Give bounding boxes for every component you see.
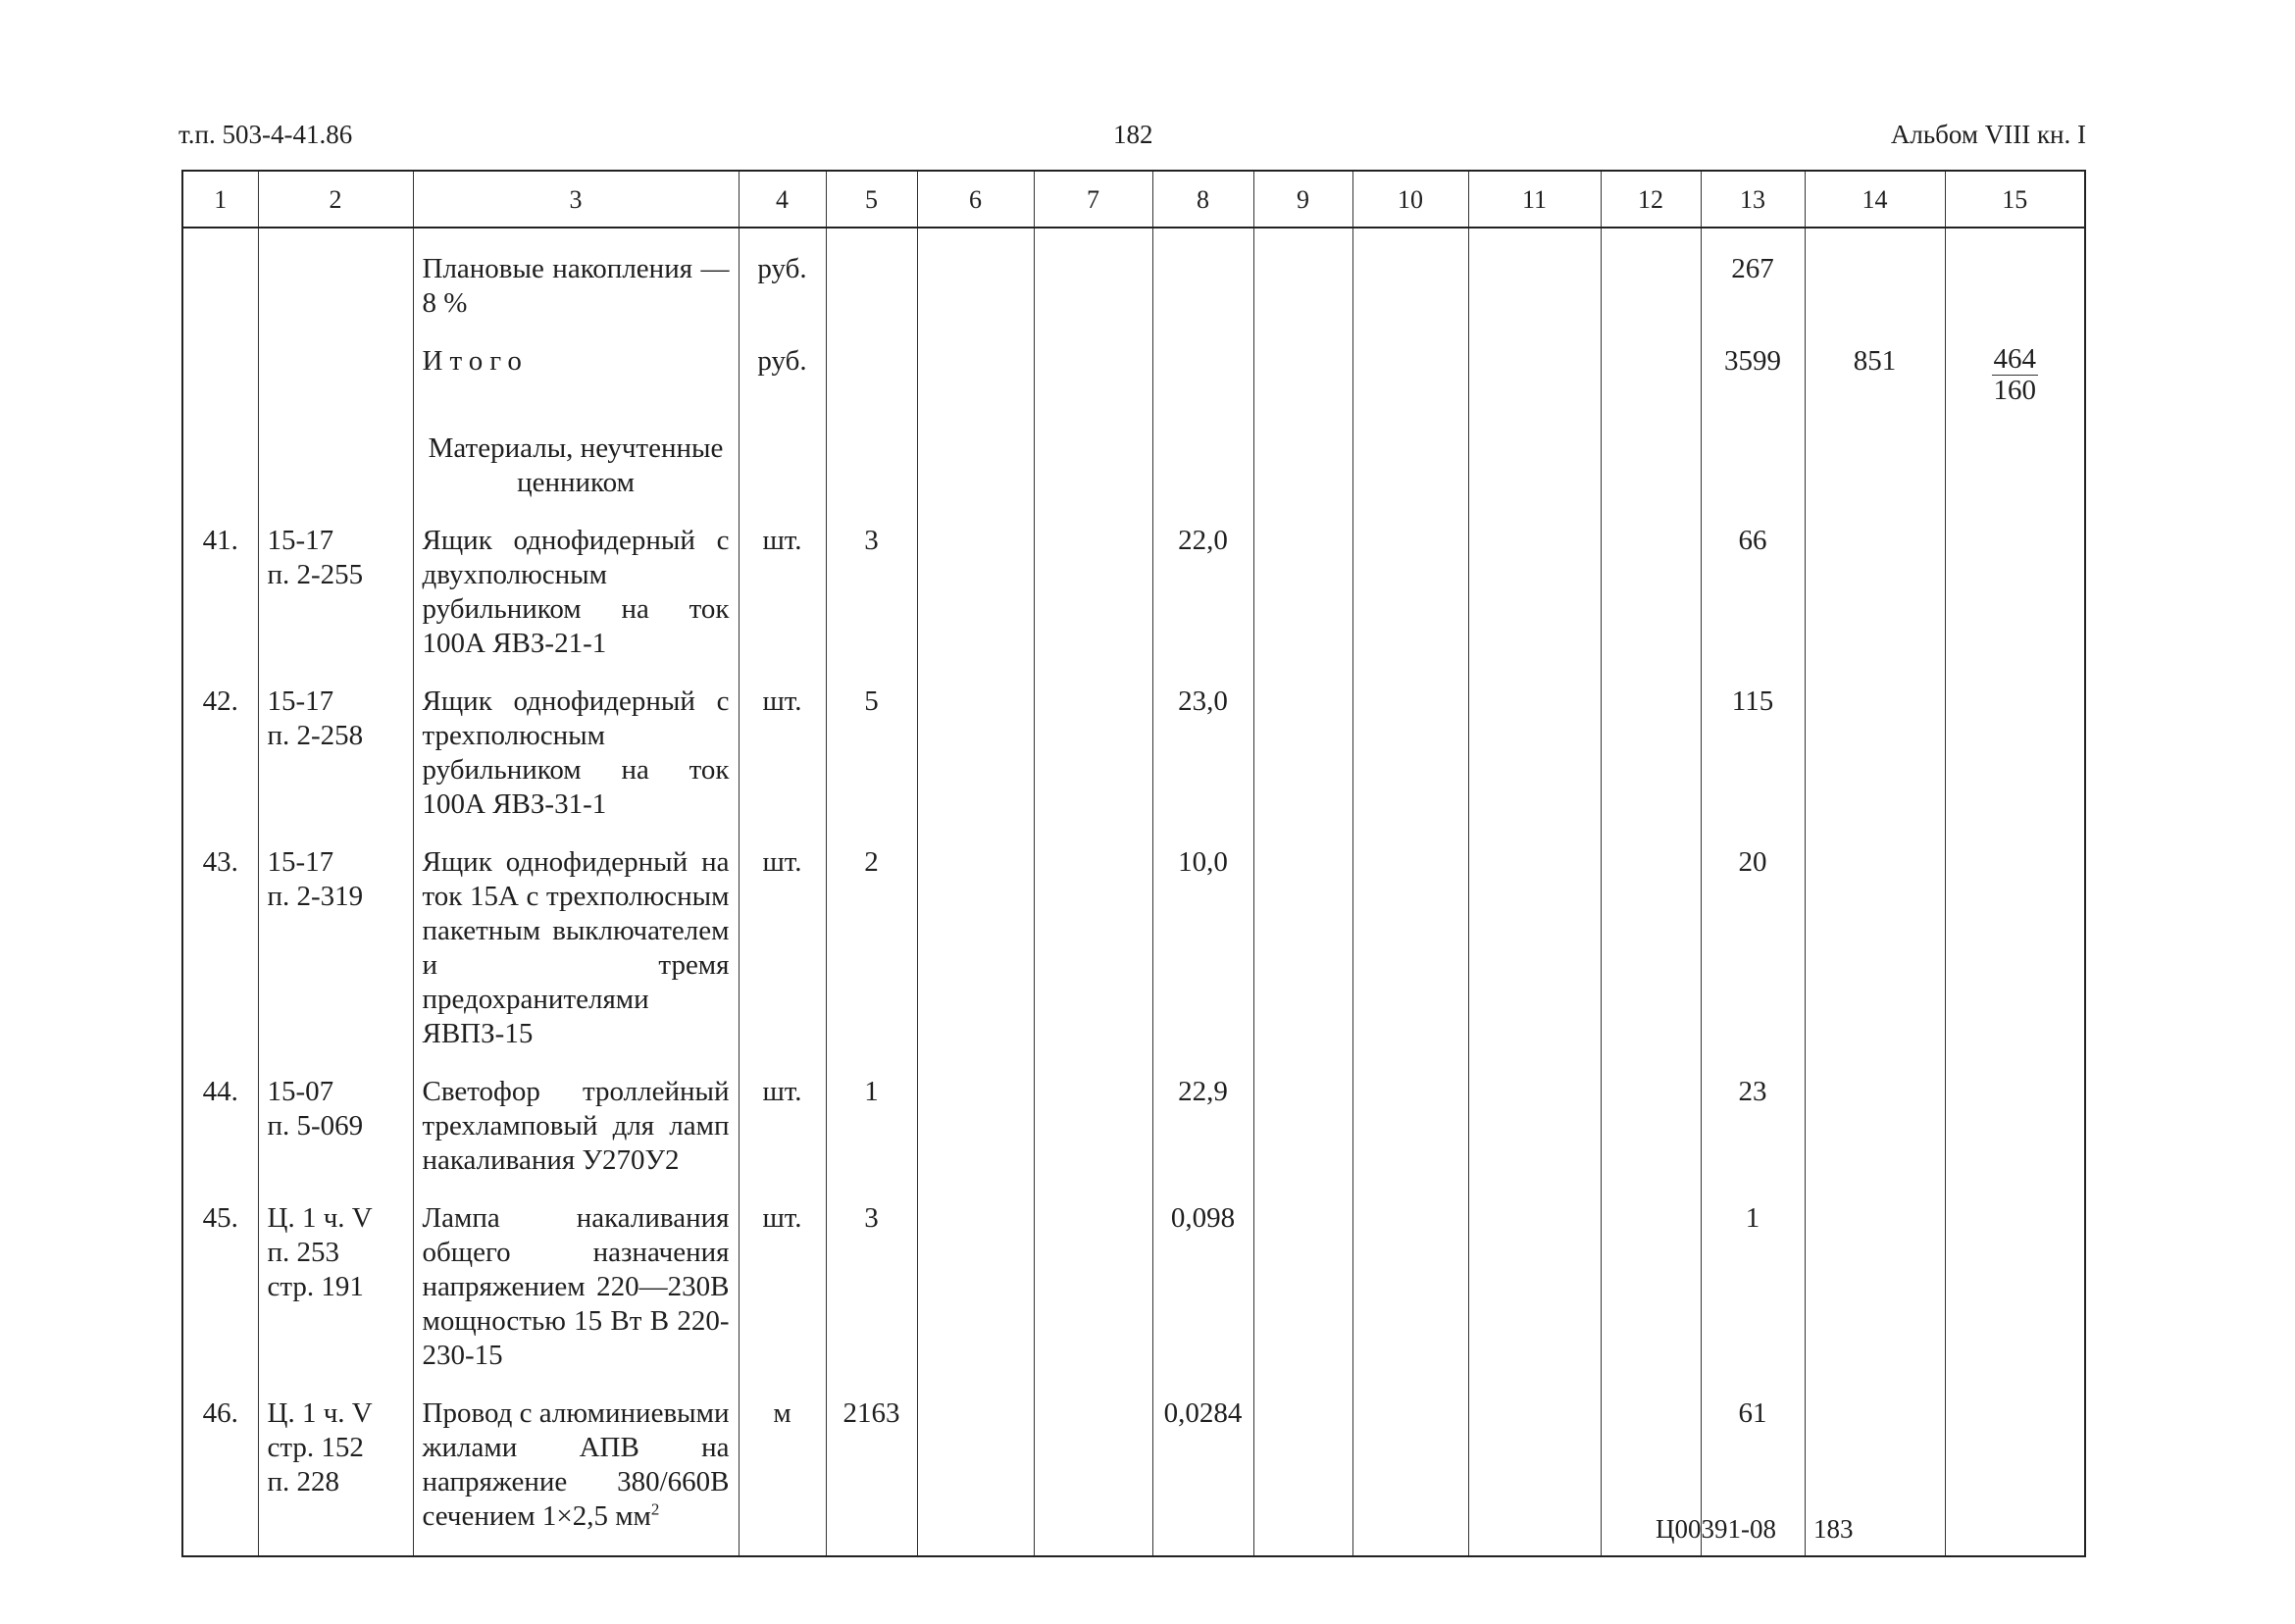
section-heading: Материалы, неучтенные ценником: [413, 422, 739, 514]
col-header: 5: [826, 171, 917, 228]
price-ref-line: 15-17: [267, 846, 334, 878]
price-ref-line: п. 2-319: [267, 881, 364, 912]
table-row: [182, 675, 2085, 836]
col-header: 1: [182, 171, 258, 228]
fraction-denominator: 160: [1993, 375, 2036, 406]
item-description-text: Провод с алюминиевыми жилами АПВ на напряжение 380/660В сечением 1×2,5 мм: [422, 1397, 730, 1532]
total-cost: 23: [1701, 1065, 1805, 1192]
header-right: Альбом VIII кн. I: [1890, 120, 2086, 149]
col-header: 11: [1468, 171, 1601, 228]
table-row: [182, 836, 2085, 1065]
item-description: [413, 1387, 739, 1556]
item-number: 45.: [182, 1192, 258, 1387]
footer: [1656, 1514, 1891, 1545]
total-label: Итого: [413, 334, 739, 422]
col-header: 3: [413, 171, 739, 228]
price-ref-line: Ц. 1 ч. V: [267, 1397, 373, 1429]
table-row: [182, 334, 2085, 422]
header-left: т.п. 503-4-41.86: [178, 120, 353, 149]
price-ref-line: 15-17: [267, 525, 334, 556]
col-header: 9: [1253, 171, 1352, 228]
total-cost: 1: [1701, 1192, 1805, 1387]
superscript: 2: [650, 1499, 660, 1519]
item-number: 44.: [182, 1065, 258, 1192]
price-ref-line: стр. 191: [267, 1271, 364, 1302]
price-ref-line: п. 2-255: [267, 559, 364, 590]
item-description: Ящик однофидерный с трехполюсным рубильником на ток 100А ЯВЗ-31-1: [413, 675, 739, 836]
page-number: 182: [1113, 120, 1153, 149]
total-cost: 3599: [1701, 334, 1805, 422]
quantity: 1: [826, 1065, 917, 1192]
quantity: 2: [826, 836, 917, 1065]
price-ref-line: стр. 152: [267, 1432, 364, 1463]
price-ref-line: 15-07: [267, 1076, 334, 1107]
col-header: 2: [258, 171, 413, 228]
col-header: 12: [1601, 171, 1701, 228]
table-row: [182, 1192, 2085, 1387]
unit-price: 10,0: [1152, 836, 1253, 1065]
price-ref-line: 15-17: [267, 685, 334, 717]
footer-page: 183: [1813, 1514, 1854, 1544]
unit: руб.: [739, 242, 826, 334]
col-header: 15: [1945, 171, 2085, 228]
item-number: 43.: [182, 836, 258, 1065]
unit: шт.: [739, 1192, 826, 1387]
footer-code: Ц00391-08: [1656, 1514, 1776, 1544]
unit-price: 22,9: [1152, 1065, 1253, 1192]
unit-price: 0,0284: [1152, 1387, 1253, 1556]
total-cost: 61: [1701, 1387, 1805, 1556]
fraction-numerator: 464: [1993, 343, 2036, 375]
col-header: 4: [739, 171, 826, 228]
item-description: Светофор троллейный трехламповый для ламп накаливания У270У2: [413, 1065, 739, 1192]
unit: шт.: [739, 514, 826, 675]
item-number: 46.: [182, 1387, 258, 1556]
total-cost: 20: [1701, 836, 1805, 1065]
col-header: 6: [917, 171, 1034, 228]
unit-price: 0,098: [1152, 1192, 1253, 1387]
col-header: 10: [1352, 171, 1468, 228]
price-ref-line: Ц. 1 ч. V: [267, 1202, 373, 1234]
quantity: 3: [826, 514, 917, 675]
col-header: 8: [1152, 171, 1253, 228]
col-header: 14: [1805, 171, 1945, 228]
table-row: [182, 422, 2085, 514]
total-cost: 115: [1701, 675, 1805, 836]
table-row: [182, 514, 2085, 675]
col-header: 13: [1701, 171, 1805, 228]
col-header: 7: [1034, 171, 1152, 228]
item-description: Ящик однофидерный с двухполюсным рубильником на ток 100А ЯВЗ-21-1: [413, 514, 739, 675]
table-row: [182, 242, 2085, 334]
column-header-row: [182, 171, 2085, 228]
unit: шт.: [739, 836, 826, 1065]
unit: м: [739, 1387, 826, 1556]
price-ref-line: п. 2-258: [267, 720, 364, 751]
unit-price: 22,0: [1152, 514, 1253, 675]
unit-price: 23,0: [1152, 675, 1253, 836]
unit: шт.: [739, 1065, 826, 1192]
price-ref-line: п. 228: [267, 1466, 340, 1497]
total-cost: 66: [1701, 514, 1805, 675]
quantity: 5: [826, 675, 917, 836]
estimate-table: [181, 170, 2086, 1557]
item-description: Ящик однофидерный на ток 15А с трехполюсным пакетным выключателем и тремя предохранителями ЯВПЗ-15: [413, 836, 739, 1065]
item-number: 41.: [182, 514, 258, 675]
unit: шт.: [739, 675, 826, 836]
quantity: 3: [826, 1192, 917, 1387]
fraction-value: [1992, 344, 2039, 406]
price-ref-line: п. 5-069: [267, 1110, 364, 1142]
total-cost: 267: [1701, 242, 1805, 334]
table-row: [182, 1065, 2085, 1192]
wages: 851: [1805, 334, 1945, 422]
quantity: 2163: [826, 1387, 917, 1556]
unit: руб.: [739, 334, 826, 422]
item-description: Лампа накаливания общего назначения напряжением 220—230В мощностью 15 Вт В 220-230-15: [413, 1192, 739, 1387]
price-ref-line: п. 253: [267, 1237, 340, 1268]
item-number: 42.: [182, 675, 258, 836]
item-description: Плановые накопления — 8 %: [413, 242, 739, 334]
